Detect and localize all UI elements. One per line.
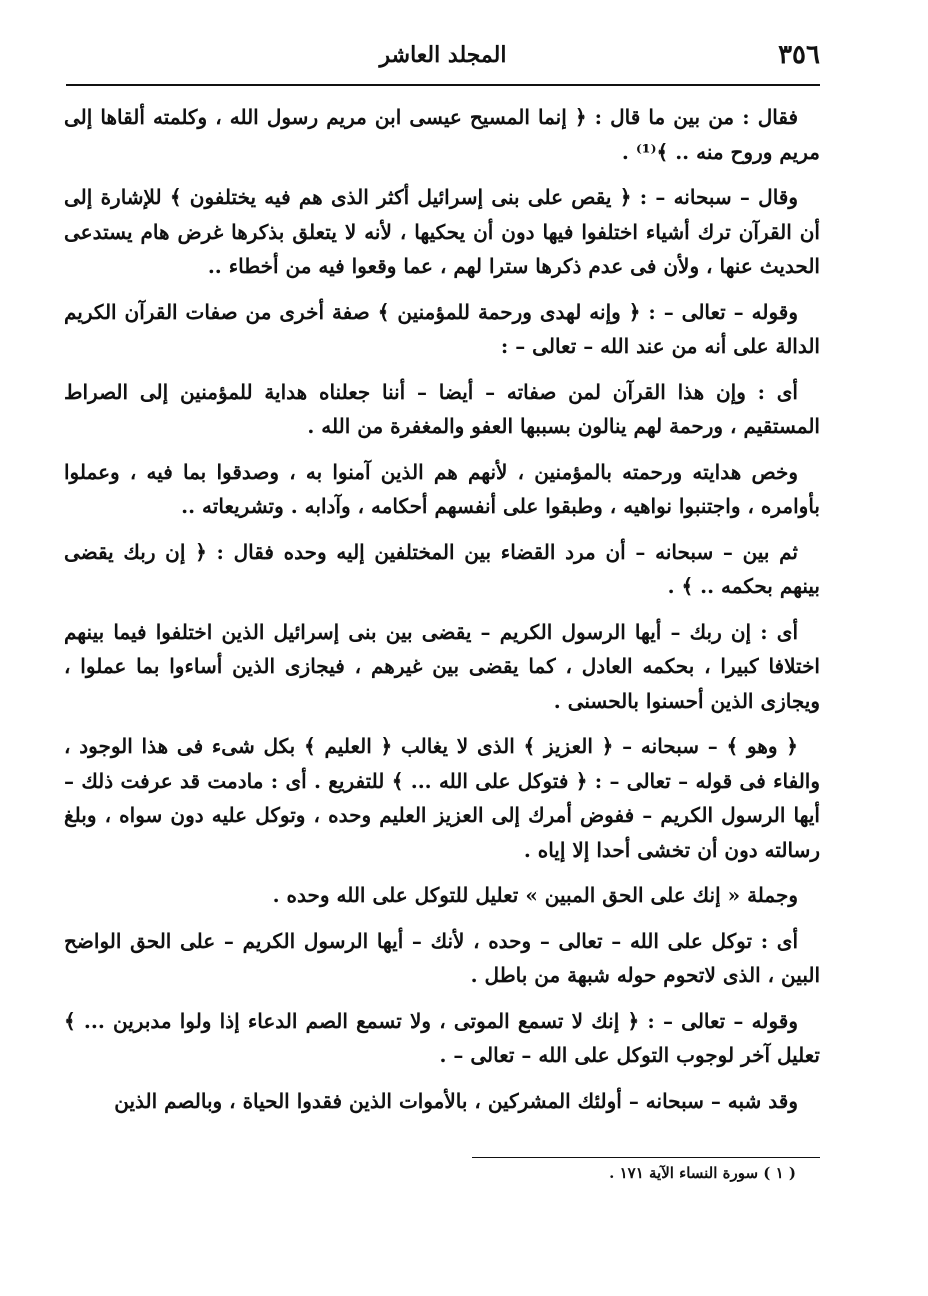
paragraph: وخص هدايته ورحمته بالمؤمنين ، لأنهم هم الذين آمنوا به ، وصدقوا بما فيه ، وعملوا بأوامره ، واجتنبوا نواهيه ، وطبقوا على أنفسهم أحكامه ، وآدابه . وتشريعاته ..: [64, 459, 820, 518]
paragraph: وقال – سبحانه – : ﴿ يقص على بنى إسرائيل أكثر الذى هم فيه يختلفون ﴾ للإشارة إلى أن القرآن ترك أشياء اختلفوا فيها دون أن يحكيها ، لأنه لا يتعلق بذكرها غرض هام يستدعى الحديث عنها ، ولأن فى عدم ذكرها سترا لهم ، عما وقعوا فيه من أخطاء ..: [64, 185, 820, 278]
body-text: [64, 100, 820, 1129]
header-rule: [66, 84, 820, 86]
paragraph: وقوله – تعالى – : ﴿ وإنه لهدى ورحمة للمؤمنين ﴾ صفة أخرى من صفات القرآن الكريم الدالة على أنه من عند الله – تعالى – :: [64, 299, 820, 358]
footnote-rule: [472, 1157, 820, 1158]
paragraph: أى : وإن هذا القرآن لمن صفاته – أيضا – أننا جعلناه هداية للمؤمنين إلى الصراط المستقيم ، ورحمة لهم ينالون بسببها العفو والمغفرة من الله .: [64, 379, 820, 438]
paragraph: أى : توكل على الله – تعالى – وحده ، لأنك – أيها الرسول الكريم – على الحق الواضح البين ، الذى لاتحوم حوله شبهة من باطل .: [64, 928, 820, 987]
paragraph: ثم بين – سبحانه – أن مرد القضاء بين المختلفين إليه وحده فقال : ﴿ إن ربك يقضى بينهم بحكمه .. ﴾ .: [64, 539, 820, 598]
paragraph: فقال : من بين ما قال : ﴿ إنما المسيح عيسى ابن مريم رسول الله ، وكلمته ألقاها إلى مريم وروح منه .. ﴾⁽¹⁾ .: [64, 105, 820, 164]
paragraph: وجملة « إنك على الحق المبين » تعليل للتوكل على الله وحده .: [272, 883, 798, 907]
running-head: المجلد العاشر: [379, 42, 507, 68]
page-header: [66, 36, 820, 82]
paragraph: ﴿ وهو ﴾ – سبحانه – ﴿ العزيز ﴾ الذى لا يغالب ﴿ العليم ﴾ بكل شىء فى هذا الوجود ، والفاء فى قوله – تعالى – : ﴿ فتوكل على الله ... ﴾ للتفريع . أى : مادمت قد عرفت ذلك – أيها الرسول الكريم – ففوض أمرك إلى العزيز العليم وحده ، وتوكل عليه دون سواه ، وبلغ رسالته دون أن تخشى أحدا إلا إياه .: [64, 734, 820, 862]
footnote: ( ١ ) سورة النساء الآية ١٧١ .: [609, 1164, 796, 1182]
page-number: ٣٥٦: [778, 40, 820, 70]
paragraph: أى : إن ربك – أيها الرسول الكريم – يقضى بين بنى إسرائيل الذين اختلفوا فيما بينهم اختلافا كبيرا ، بحكمه العادل ، كما يقضى بين غيرهم ، فيجازى الذين أساءوا بما عملوا ، ويجازى الذين أحسنوا بالحسنى .: [64, 619, 820, 713]
paragraph: وقد شبه – سبحانه – أولئك المشركين ، بالأموات الذين فقدوا الحياة ، وبالصم الذين: [114, 1088, 798, 1113]
paragraph: وقوله – تعالى – : ﴿ إنك لا تسمع الموتى ، ولا تسمع الصم الدعاء إذا ولوا مدبرين ... ﴾ تعليل آخر لوجوب التوكل على الله – تعالى – .: [64, 1008, 820, 1067]
